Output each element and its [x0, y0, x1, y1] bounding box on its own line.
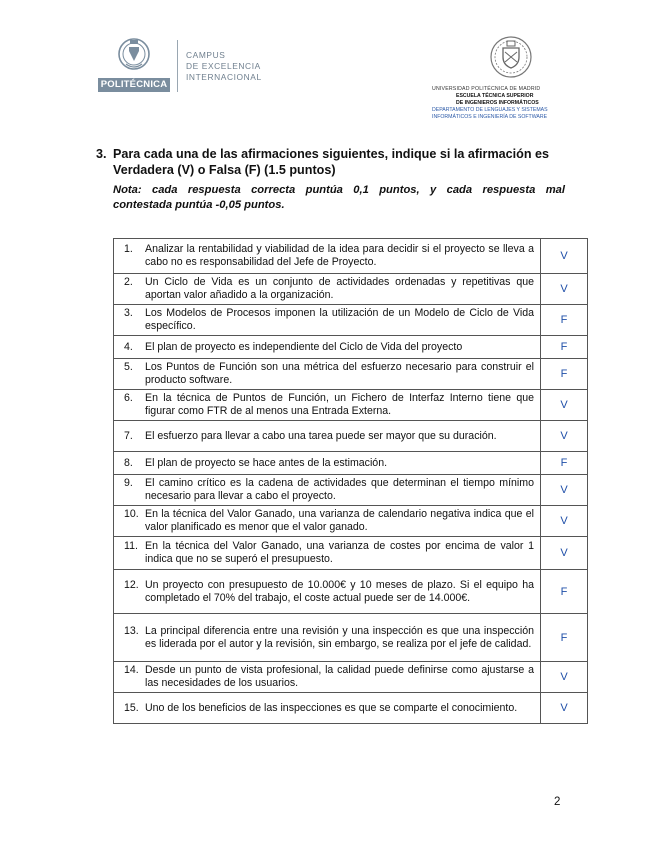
statement-number: 9. [124, 477, 133, 490]
statement-cell [114, 570, 541, 614]
statement-number: 11. [124, 540, 138, 553]
department-name-line: DEPARTAMENTO DE LENGUAJES Y SISTEMAS [432, 107, 548, 114]
statement-cell [114, 662, 541, 693]
etsi-department-block [432, 86, 548, 121]
scoring-note [113, 183, 565, 213]
answer-cell: F [541, 336, 588, 359]
answer-cell: F [541, 305, 588, 336]
statement-text: Un Ciclo de Vida es un conjunto de actividades ordenadas y repetitivas que aportan valor añadido a la organización. [145, 276, 534, 301]
upm-logo [98, 36, 170, 94]
statement-text: Un proyecto con presupuesto de 10.000€ y 10 meses de plazo. Si el equipo ha completado el 70% del trabajo, el coste actual puede ser de 14.000€. [145, 578, 534, 604]
statement-text: La principal diferencia entre una revisión y una inspección es que una inspección es liderada por el autor y la revisión, sin embargo, se realiza por el jefe de calidad. [145, 624, 534, 650]
statement-cell [114, 421, 541, 452]
statement-text: El esfuerzo para llevar a cabo una tarea puede ser mayor que su duración. [145, 429, 497, 442]
statement-cell [114, 336, 541, 359]
statement-number: 1. [124, 243, 133, 256]
statement-content [124, 243, 534, 269]
statement-content [124, 341, 534, 354]
question-heading [96, 146, 566, 178]
statement-content [124, 477, 534, 503]
answer-cell: V [541, 662, 588, 693]
question-text: Para cada una de las afirmaciones siguientes, indique si la afirmación es Verdadera (V) o Falsa (F) (1.5 puntos) [113, 147, 550, 177]
statement-text: El plan de proyecto es independiente del Ciclo de Vida del proyecto [145, 340, 463, 353]
answer-cell: V [541, 475, 588, 506]
answer-cell: F [541, 614, 588, 662]
statement-row [114, 614, 588, 662]
statement-content [124, 540, 534, 566]
statement-content [124, 579, 534, 605]
statement-cell [114, 537, 541, 570]
statement-number: 7. [124, 429, 133, 442]
campus-line: INTERNACIONAL [186, 71, 262, 82]
campus-line: CAMPUS [186, 50, 226, 60]
statement-row [114, 506, 588, 537]
statement-text: Uno de los beneficios de las inspecciones es que se comparte el conocimiento. [145, 701, 518, 714]
true-false-table [113, 238, 588, 724]
statement-text: En la técnica de Puntos de Función, un Fichero de Interfaz Interno tiene que figurar como FTR de al menos una Entrada Externa. [145, 392, 534, 417]
answer-cell: V [541, 239, 588, 274]
statement-row [114, 475, 588, 506]
answer-cell: F [541, 452, 588, 475]
answer-cell: V [541, 274, 588, 305]
statement-cell [114, 475, 541, 506]
statement-content [124, 276, 534, 302]
statement-content [124, 430, 534, 443]
statement-text: Desde un punto de vista profesional, la calidad puede definirse como ajustarse a las necesidades de los usuarios. [145, 664, 534, 689]
campus-line: DE EXCELENCIA [186, 60, 261, 71]
statement-row [114, 537, 588, 570]
statement-content [124, 702, 534, 715]
school-name-line: DE INGENIEROS INFORMÁTICOS [456, 100, 539, 107]
statement-text: Analizar la rentabilidad y viabilidad de la idea para decidir si el proyecto se lleva a cabo no es responsabilidad del Jefe de Proyecto. [145, 243, 534, 268]
answer-cell: V [541, 506, 588, 537]
statement-row [114, 570, 588, 614]
statement-cell [114, 305, 541, 336]
school-name-line: ESCUELA TÉCNICA SUPERIOR [456, 93, 534, 100]
answer-cell: V [541, 537, 588, 570]
statement-number: 2. [124, 276, 133, 289]
answer-cell: V [541, 390, 588, 421]
statement-cell [114, 614, 541, 662]
statement-row [114, 305, 588, 336]
statement-content [124, 625, 534, 651]
statement-row [114, 693, 588, 724]
statement-cell [114, 239, 541, 274]
page-number: 2 [554, 796, 561, 808]
statement-number: 15. [124, 701, 139, 714]
upm-crest-icon [116, 36, 152, 76]
scoring-note-line: Nota: cada respuesta correcta puntúa 0,1 puntos, y cada respuesta mal [113, 184, 565, 196]
campus-excelencia-label [186, 50, 262, 82]
answer-cell: F [541, 359, 588, 390]
answer-cell: F [541, 570, 588, 614]
statement-cell [114, 359, 541, 390]
header-divider [177, 40, 178, 92]
statement-row [114, 359, 588, 390]
statement-number: 5. [124, 361, 133, 374]
statement-cell [114, 693, 541, 724]
statement-row [114, 336, 588, 359]
statement-row [114, 390, 588, 421]
statement-row [114, 452, 588, 475]
department-name-line: INFORMÁTICOS E INGENIERÍA DE SOFTWARE [432, 114, 548, 121]
university-name: UNIVERSIDAD POLITÉCNICA DE MADRID [432, 86, 541, 92]
statement-number: 3. [124, 307, 133, 320]
statement-text: El plan de proyecto se hace antes de la estimación. [145, 456, 388, 469]
statement-cell [114, 390, 541, 421]
statement-row [114, 274, 588, 305]
statement-text: En la técnica del Valor Ganado, una varianza de costes por encima de valor 1 indica que no se superó el presupuesto. [145, 540, 534, 565]
statement-text: En la técnica del Valor Ganado, una varianza de calendario negativa indica que el valor planificado es menor que el valor ganado. [145, 508, 534, 533]
statement-number: 6. [124, 392, 133, 405]
statement-text: El camino crítico es la cadena de actividades que determinan el tiempo mínimo necesario para llevar a cabo el proyecto. [145, 477, 534, 502]
statement-number: 13. [124, 624, 139, 637]
statement-content [124, 361, 534, 387]
statement-number: 12. [124, 578, 139, 591]
statement-content [124, 392, 534, 418]
statement-number: 14. [124, 664, 139, 677]
statement-content [124, 307, 534, 333]
answer-cell: V [541, 693, 588, 724]
statement-cell [114, 506, 541, 537]
statement-number: 8. [124, 456, 133, 469]
statement-content [124, 508, 534, 534]
statement-content [124, 664, 534, 690]
statement-number: 10. [124, 508, 139, 521]
statement-row [114, 239, 588, 274]
statement-text: Los Modelos de Procesos imponen la utilización de un Modelo de Ciclo de Vida específico. [145, 307, 534, 332]
etsi-crest-icon [488, 34, 534, 80]
statement-row [114, 421, 588, 452]
scoring-note-line: contestada puntúa -0,05 puntos. [113, 199, 285, 211]
statement-cell [114, 452, 541, 475]
statement-row [114, 662, 588, 693]
statement-number: 4. [124, 340, 133, 353]
answer-cell: V [541, 421, 588, 452]
question-number: 3. [96, 147, 107, 161]
statement-content [124, 457, 534, 470]
statement-text: Los Puntos de Función son una métrica del esfuerzo necesario para construir el producto software. [145, 361, 534, 386]
statement-cell [114, 274, 541, 305]
upm-logo-label: POLITÉCNICA [98, 78, 170, 92]
